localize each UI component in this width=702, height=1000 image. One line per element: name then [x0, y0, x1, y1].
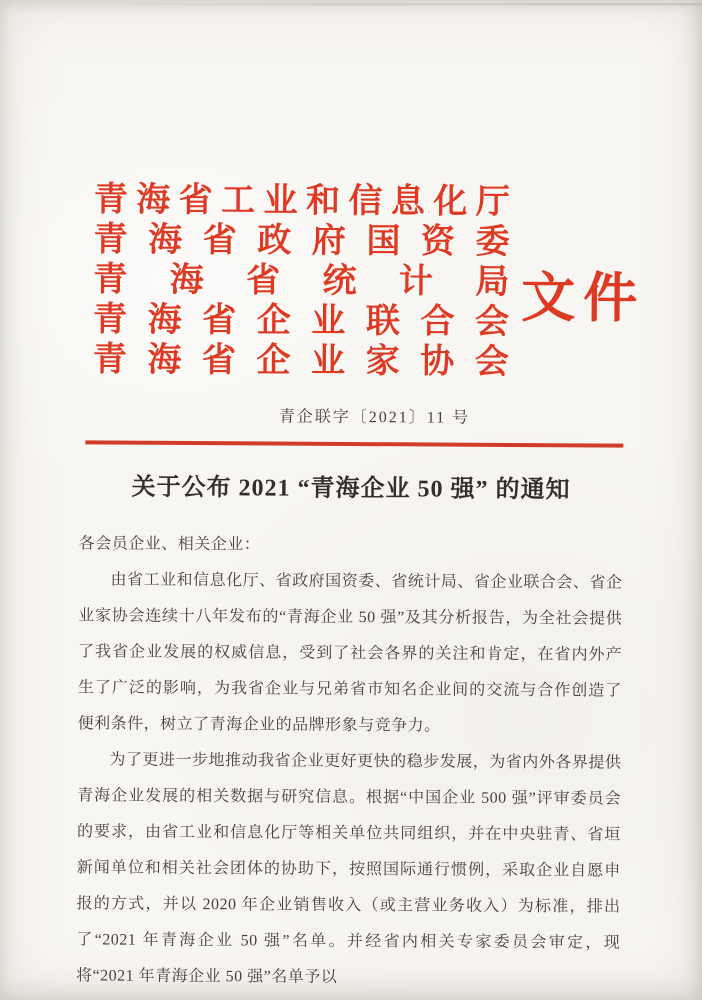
scan-edge-artifact — [63, 3, 702, 5]
document-body — [76, 526, 623, 997]
red-separator-rule — [85, 440, 623, 447]
document-type-label: 文件 — [521, 268, 646, 329]
agency-name: 青 海 省 政 府 国 资 委 — [93, 221, 510, 261]
document-number: 青企联字〔2021〕11 号 — [278, 408, 471, 427]
issuing-agencies — [93, 180, 510, 383]
letterhead — [93, 180, 674, 386]
body-paragraph: 由省工业和信息化厅、省政府国资委、省统计局、省企业联合会、省企业家协会连续十八年发布的“青海企业 50 强”及其分析报告，为全社会提供了我省企业发展的权威信息，受到了社会各界的关注和肯定，在省内外产生了广泛的影响，为我省企业与兄弟省市知名企业间的交流与合作创造了便利条件，树立了青海企业的品牌形象与竞争力。 — [77, 571, 623, 735]
salutation: 各会员企业、相关企业： — [78, 535, 261, 554]
document-title: 关于公布 2021 “青海企业 50 强” 的通知 — [131, 474, 571, 504]
agency-name: 青 海 省 企 业 联 合 会 — [92, 301, 510, 341]
body-paragraph: 为了更进一步地推动我省企业更好更快的稳步发展，为省内外各界提供青海企业发展的相关数据与研究信息。根据“中国企业 500 强”评审委员会的要求，由省工业和信息化厅等相关单位共同组织，并在中央驻青、省垣新闻单位和相关社会团体的协助下，按照国际通行惯例，采取企业自愿申报的方式，并以 2020 年企业销售收入（或主营业务收入）为标准，排出了“2021 年青海企业 50 强”名单。并经省内相关专家委员会审定，现将“2021 年青海企业 50 强”名单予以 — [76, 751, 622, 986]
agency-name: 青 海 省 工 业 和 信 息 化 厅 — [93, 181, 510, 221]
agency-name: 青 海 省 企 业 家 协 会 — [92, 341, 509, 381]
agency-name: 青 海 省 统 计 局 — [93, 261, 510, 301]
